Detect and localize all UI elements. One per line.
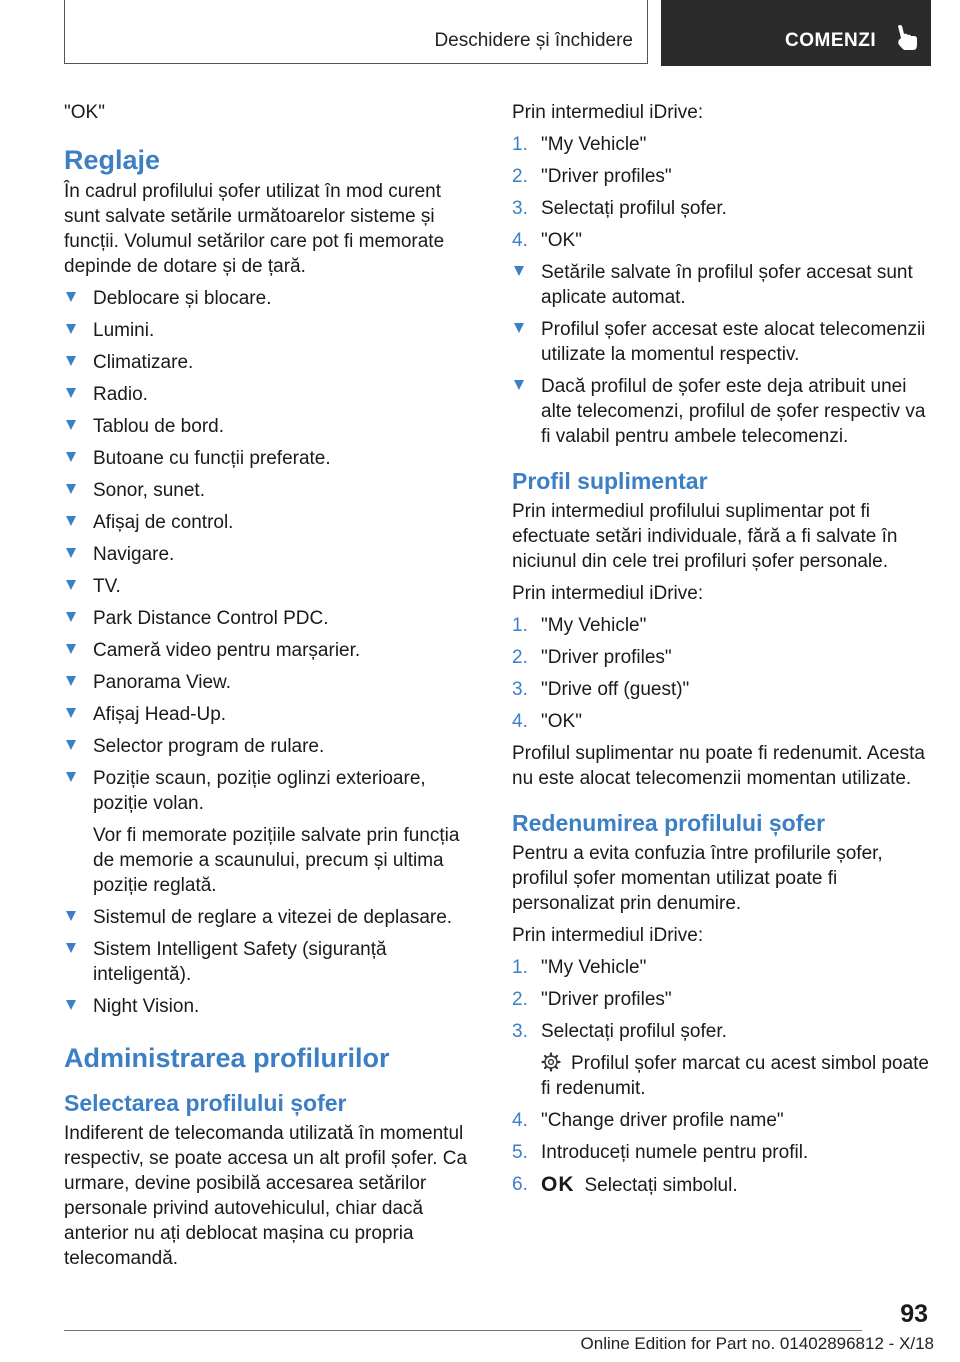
- section-tab: [64, 0, 648, 64]
- list-item: 2. "Driver profiles": [512, 647, 672, 668]
- triangle-bullet-icon: [66, 772, 76, 782]
- list-item: Sistem Intelligent Safety (siguranță inteligentă).: [64, 937, 479, 987]
- heading-reglaje: Reglaje: [64, 145, 161, 175]
- triangle-bullet-icon: [514, 380, 524, 390]
- triangle-bullet-icon: [66, 516, 76, 526]
- guest-after-text: Profilul suplimentar nu poate fi redenumit. Acesta nu este alocat telecomenzii momentan utilizate.: [512, 743, 925, 789]
- triangle-bullet-icon: [66, 324, 76, 334]
- list-item: Night Vision.: [64, 994, 479, 1019]
- heading-select-profile: Selectarea profilului șofer: [64, 1090, 347, 1116]
- select-profile-text: Indiferent de telecomanda utilizată în momentul respectiv, se poate accesa un alt profil șofer. Ca urmare, devine posibilă accesarea setărilor personale privind autovehiculul, chiar dacă anterior nu ați deblocat mașina cu propria telecomandă.: [64, 1123, 468, 1269]
- list-item: 4. "Change driver profile name": [512, 1110, 784, 1131]
- settings-list: [64, 286, 479, 1019]
- list-item: Climatizare.: [64, 350, 479, 375]
- ok-line: "OK": [64, 102, 105, 123]
- triangle-bullet-icon: [66, 644, 76, 654]
- triangle-bullet-icon: [66, 420, 76, 430]
- triangle-bullet-icon: [66, 612, 76, 622]
- triangle-bullet-icon: [66, 708, 76, 718]
- guest-idrive-intro: Prin intermediul iDrive:: [512, 583, 704, 604]
- gear-icon: [541, 1052, 561, 1072]
- triangle-bullet-icon: [66, 356, 76, 366]
- list-item: Park Distance Control PDC.: [64, 606, 479, 631]
- list-item: Cameră video pentru marșarier.: [64, 638, 479, 663]
- list-item: 4. "OK": [512, 230, 582, 251]
- list-item: 2. "Driver profiles": [512, 166, 672, 187]
- list-item: Deblocare și blocare.: [64, 286, 479, 311]
- triangle-bullet-icon: [66, 580, 76, 590]
- triangle-bullet-icon: [514, 266, 524, 276]
- list-item: Setările salvate în profilul șofer accesat sunt aplicate automat.: [512, 260, 932, 310]
- triangle-bullet-icon: [66, 676, 76, 686]
- list-item: 5. Introduceți numele pentru profil.: [512, 1142, 809, 1163]
- triangle-bullet-icon: [66, 548, 76, 558]
- list-item: Sonor, sunet.: [64, 478, 479, 503]
- reglaje-intro: În cadrul profilului șofer utilizat în mod curent sunt salvate setările următoarelor sisteme și funcții. Volumul setărilor care pot fi memorate depinde de dotare și de țară.: [64, 181, 445, 277]
- chapter-title: COMENZI: [785, 30, 877, 51]
- footer-edition: Online Edition for Part no. 01402896812 - X/18: [580, 1334, 934, 1353]
- gear-note: Profilul șofer marcat cu acest simbol poate fi redenumit.: [541, 1053, 929, 1099]
- triangle-bullet-icon: [514, 323, 524, 333]
- page-number: 93: [900, 1300, 928, 1328]
- triangle-bullet-icon: [66, 484, 76, 494]
- position-note: Vor fi memorate pozițiile salvate prin funcția de memorie a scaunului, precum și ultima poziție reglată.: [93, 825, 460, 896]
- right-column: [512, 100, 932, 1205]
- list-item: Afișaj Head-Up.: [64, 702, 479, 727]
- list-item: Afișaj de control.: [64, 510, 479, 535]
- chapter-tab: [661, 0, 931, 66]
- select-steps: [512, 132, 932, 253]
- list-item: 3. Selectați profilul șofer.: [512, 198, 727, 219]
- list-item: Radio.: [64, 382, 479, 407]
- triangle-bullet-icon: [66, 452, 76, 462]
- triangle-bullet-icon: [66, 388, 76, 398]
- list-item: 3. Selectați profilul șofer. Profilul șofer marcat cu acest simbol poate fi redenumit.: [512, 1019, 932, 1101]
- ok-symbol-icon: OK: [541, 1173, 575, 1196]
- list-item: 3. "Drive off (guest)": [512, 679, 690, 700]
- left-column: [64, 100, 479, 1278]
- select-notes: [512, 260, 932, 449]
- idrive-intro: Prin intermediul iDrive:: [512, 102, 704, 123]
- list-item: Butoane cu funcții preferate.: [64, 446, 479, 471]
- heading-admin-profiles: Administrarea profilurilor: [64, 1043, 390, 1073]
- triangle-bullet-icon: [66, 292, 76, 302]
- triangle-bullet-icon: [66, 911, 76, 921]
- triangle-bullet-icon: [66, 1000, 76, 1010]
- list-item: 1. "My Vehicle": [512, 615, 647, 636]
- list-item: Navigare.: [64, 542, 479, 567]
- list-item: Dacă profilul de șofer este deja atribuit unei alte telecomenzi, profilul de șofer respectiv va fi valabil pentru ambele telecomenzi.: [512, 374, 932, 449]
- footer-divider: [64, 1330, 862, 1331]
- heading-guest-profile: Profil suplimentar: [512, 468, 708, 494]
- list-item: Selector program de rulare.: [64, 734, 479, 759]
- list-item: Panorama View.: [64, 670, 479, 695]
- page-header: [64, 0, 931, 66]
- list-item: 1. "My Vehicle": [512, 957, 647, 978]
- list-item: Tablou de bord.: [64, 414, 479, 439]
- list-item: 1. "My Vehicle": [512, 134, 647, 155]
- guest-text: Prin intermediul profilului suplimentar pot fi efectuate setări individuale, fără a fi salvate în niciunul din cele trei profiluri șofer personale.: [512, 501, 898, 572]
- rename-idrive-intro: Prin intermediul iDrive:: [512, 925, 704, 946]
- list-item: TV.: [64, 574, 479, 599]
- list-item: Poziție scaun, poziție oglinzi exterioare, poziție volan. Vor fi memorate pozițiile salvate prin funcția de memorie a scaunului, precum și ultima poziție reglată.: [64, 766, 479, 898]
- rename-text: Pentru a evita confuzia între profilurile șofer, profilul șofer momentan utilizat poate fi personalizat prin denumire.: [512, 843, 883, 914]
- triangle-bullet-icon: [66, 740, 76, 750]
- guest-steps: [512, 613, 932, 734]
- triangle-bullet-icon: [66, 943, 76, 953]
- rename-steps: [512, 955, 932, 1198]
- list-item: 4. "OK": [512, 711, 582, 732]
- section-title: Deschidere și închidere: [434, 30, 633, 51]
- list-item: Profilul șofer accesat este alocat telecomenzii utilizate la momentul respectiv.: [512, 317, 932, 367]
- heading-rename-profile: Redenumirea profilului șofer: [512, 810, 826, 836]
- pointing-hand-icon: [893, 24, 919, 52]
- list-item: Lumini.: [64, 318, 479, 343]
- list-item: 6. OK Selectați simbolul.: [512, 1173, 738, 1196]
- list-item: Sistemul de reglare a vitezei de deplasare.: [64, 905, 479, 930]
- list-item: 2. "Driver profiles": [512, 989, 672, 1010]
